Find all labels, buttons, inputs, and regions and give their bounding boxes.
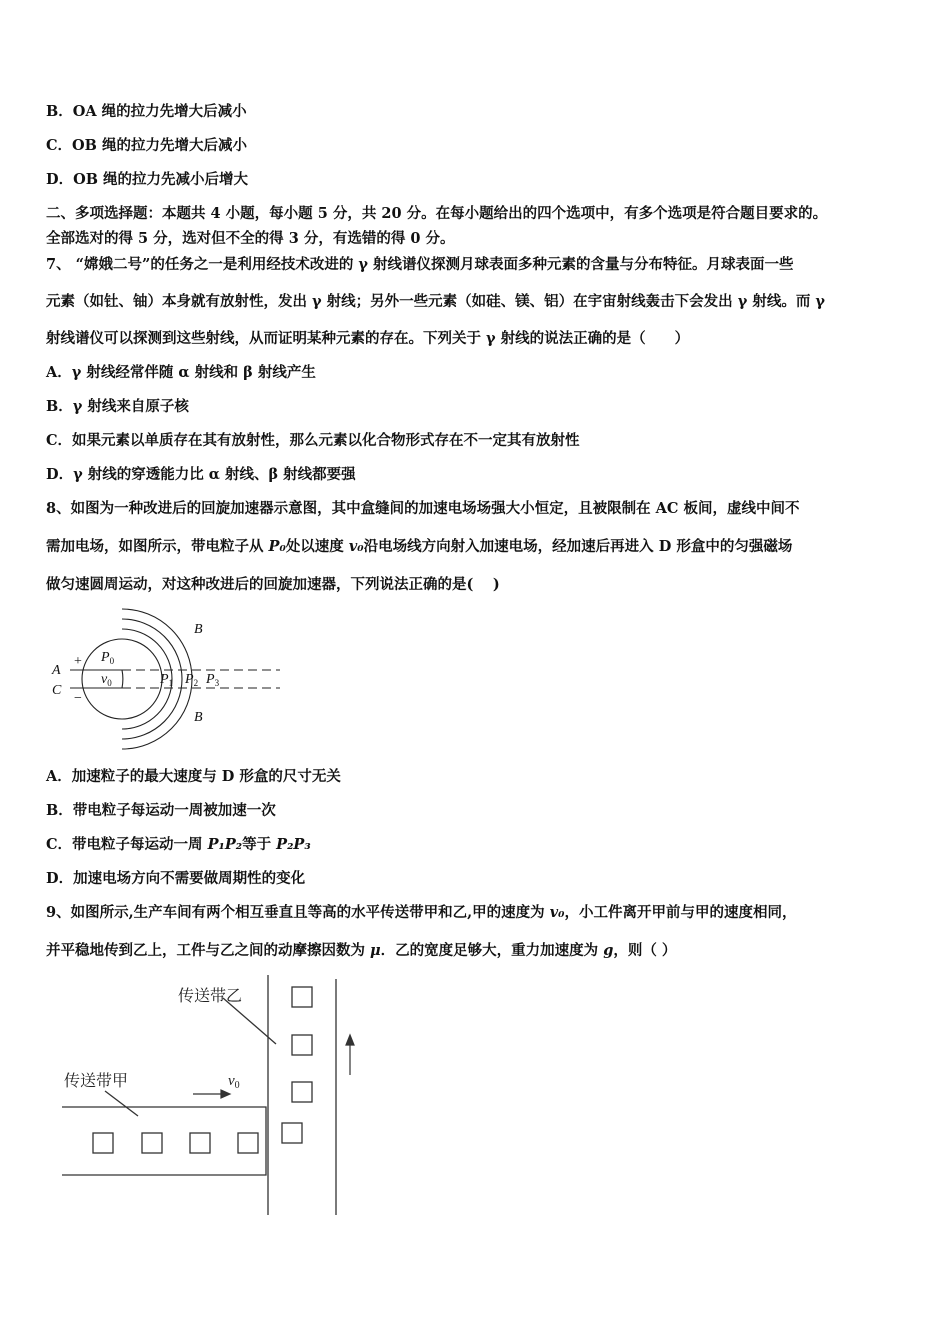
- workpiece-transfer: [282, 1123, 302, 1143]
- orbit-0: [122, 670, 123, 688]
- label-p1: $P_1$: [160, 672, 174, 688]
- label-v0: $v_0$: [101, 672, 112, 688]
- leader-jia: [105, 1091, 138, 1116]
- q9-stem-line1: 9、如图所示,生产车间有两个相互垂直且等高的水平传送带甲和乙,甲的速度为 v₀，小工件离开甲前与甲的速度相同，: [46, 904, 797, 921]
- q8-stem-line2: 需加电场，如图所示，带电粒子从 P₀处以速度 v₀沿电场线方向射入加速电场，经加速后再进入 D 形盒中的匀强磁场: [46, 538, 793, 555]
- label-belt-yi: 传送带乙: [178, 988, 243, 1005]
- label-p3: $P_3$: [206, 672, 220, 688]
- q8-option-d: D．加速电场方向不需要做周期性的变化: [46, 870, 306, 887]
- conveyor-figure: [50, 975, 370, 1220]
- workpiece-jia-2: [142, 1133, 162, 1153]
- q8-stem-line1: 8、如图为一种改进后的回旋加速器示意图，其中盒缝间的加速电场场强大小恒定，且被限制在 AC 板间，虚线中间不: [46, 500, 800, 517]
- workpiece-jia-3: [190, 1133, 210, 1153]
- label-a: A: [52, 663, 61, 678]
- q6-option-b: B．OA 绳的拉力先增大后减小: [46, 103, 247, 120]
- workpiece-yi-3: [292, 1082, 312, 1102]
- workpiece-jia-4: [238, 1133, 258, 1153]
- q7-option-b: B．γ 射线来自原子核: [46, 398, 189, 415]
- section2-heading-line2: 全部选对的得 5 分，选对但不全的得 3 分，有选错的得 0 分。: [46, 230, 455, 247]
- workpiece-jia-1: [93, 1133, 113, 1153]
- label-v0: $v_0$: [228, 1073, 240, 1091]
- q7-option-c: C．如果元素以单质存在其有放射性，那么元素以化合物形式存在不一定其有放射性: [46, 432, 580, 449]
- label-p0: $P_0$: [101, 650, 115, 666]
- q8-stem-line3: 做匀速圆周运动，对这种改进后的回旋加速器，下列说法正确的是( ): [46, 576, 500, 593]
- orbit-1: [122, 639, 162, 719]
- q8-option-b: B．带电粒子每运动一周被加速一次: [46, 802, 276, 819]
- q6-option-d: D．OB 绳的拉力先减小后增大: [46, 171, 249, 188]
- q7-stem-line2: 元素（如钍、铀）本身就有放射性，发出 γ 射线；另外一些元素（如硅、镁、铝）在宇宙射线轰击下会发出 γ 射线。而 γ: [46, 293, 825, 310]
- q8-option-a: A．加速粒子的最大速度与 D 形盒的尺寸无关: [46, 768, 341, 785]
- label-b-top: B: [194, 622, 203, 637]
- label-b-bottom: B: [194, 710, 203, 725]
- q7-stem-line3: 射线谱仪可以探测到这些射线，从而证明某种元素的存在。下列关于 γ 射线的说法正确的是（ ）: [46, 330, 690, 347]
- workpiece-yi-2: [292, 1035, 312, 1055]
- q7-stem-line1: 7、 “嫦娥二号”的任务之一是利用经技术改进的 γ 射线谱仪探测月球表面多种元素的含量与分布特征。月球表面一些: [46, 256, 794, 273]
- velocity-arrowhead: [221, 1090, 230, 1098]
- q7-option-d: D．γ 射线的穿透能力比 α 射线、β 射线都要强: [46, 466, 356, 483]
- label-belt-jia: 传送带甲: [64, 1073, 129, 1090]
- label-c: C: [52, 683, 62, 698]
- q7-option-a: A．γ 射线经常伴随 α 射线和 β 射线产生: [46, 364, 316, 381]
- q8-option-c: C．带电粒子每运动一周 P₁P₂等于 P₂P₃: [46, 836, 311, 853]
- workpiece-yi-1: [292, 987, 312, 1007]
- section2-heading-line1: 二、多项选择题：本题共 4 小题，每小题 5 分，共 20 分。在每小题给出的四个选项中，有多个选项是符合题目要求的。: [46, 205, 828, 222]
- q9-stem-line2: 并平稳地传到乙上，工件与乙之间的动摩擦因数为 μ．乙的宽度足够大，重力加速度为 g，则（ ）: [46, 942, 677, 959]
- plus-sign: +: [74, 654, 82, 669]
- label-p2: $P_2$: [185, 672, 199, 688]
- minus-sign: −: [74, 691, 82, 706]
- cyclotron-figure: [44, 605, 294, 755]
- up-arrowhead: [346, 1035, 354, 1045]
- q6-option-c: C．OB 绳的拉力先增大后减小: [46, 137, 247, 154]
